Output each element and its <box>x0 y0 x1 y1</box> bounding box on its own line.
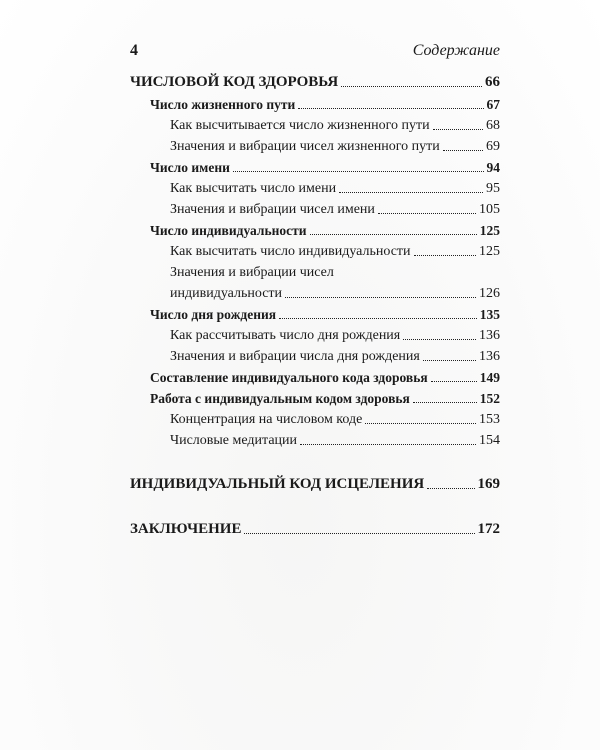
dot-leader <box>310 234 477 235</box>
toc-entry-subsection <box>130 241 500 262</box>
toc-entry-page: 135 <box>479 307 500 322</box>
toc-entry-page: 172 <box>477 521 500 537</box>
toc-entry-chapter <box>130 517 500 541</box>
toc-entry-subsection <box>130 409 500 430</box>
toc-entry-section <box>130 94 500 115</box>
toc-entry-page: 67 <box>486 97 500 112</box>
toc-entry-page: 125 <box>479 223 500 238</box>
toc-entry-page: 149 <box>479 370 500 385</box>
dot-leader <box>339 192 483 193</box>
dot-leader <box>403 339 476 340</box>
toc-entry-page: 94 <box>486 160 500 175</box>
toc-entry-page: 169 <box>477 476 500 492</box>
toc-entry-label-line1: Значения и вибрации чисел <box>170 265 334 280</box>
dot-leader <box>413 402 477 403</box>
toc-entry-label: Как высчитывается число жизненного пути <box>170 118 430 133</box>
dot-leader <box>341 86 482 87</box>
toc-entry-subsection <box>130 346 500 367</box>
dot-leader <box>298 108 483 109</box>
toc-entry-subsection <box>130 115 500 136</box>
toc-entry-page: 66 <box>485 74 500 90</box>
dot-leader <box>233 171 484 172</box>
toc-entry-page: 153 <box>479 412 500 427</box>
toc-entry-label: Работа с индивидуальным кодом здоровья <box>150 391 410 406</box>
toc-entry-label: Число дня рождения <box>150 307 277 322</box>
dot-leader <box>279 318 477 319</box>
spacer <box>130 496 500 517</box>
dot-leader <box>427 488 474 489</box>
toc-entry-label: Значения и вибрации чисел имени <box>170 202 375 217</box>
toc-entry-page: 125 <box>479 244 500 259</box>
toc-entry-label: Значения и вибрации числа дня рождения <box>170 349 420 364</box>
toc-entry-section <box>130 220 500 241</box>
toc-entry-page: 154 <box>479 433 500 448</box>
dot-leader <box>431 381 477 382</box>
toc-entry-subsection <box>130 325 500 346</box>
dot-leader <box>414 255 476 256</box>
toc-entry-label: Концентрация на числовом коде <box>170 412 363 427</box>
toc-entry-subsection <box>130 199 500 220</box>
toc-entry-label: Число жизненного пути <box>150 97 296 112</box>
toc-entry-subsection <box>130 283 500 304</box>
toc-entry-label: ЗАКЛЮЧЕНИЕ <box>130 521 242 537</box>
running-title: Содержание <box>412 42 500 59</box>
dot-leader <box>365 423 476 424</box>
dot-leader <box>244 533 474 534</box>
dot-leader <box>378 213 476 214</box>
toc-entry-page: 95 <box>486 181 500 196</box>
dot-leader <box>423 360 476 361</box>
toc-entry-subsection <box>130 178 500 199</box>
toc-entry-label: Число индивидуальности <box>150 223 307 238</box>
toc-entry-label-line2: индивидуальности <box>170 286 283 301</box>
toc-entry-label: ЧИСЛОВОЙ КОД ЗДОРОВЬЯ <box>130 74 339 90</box>
toc-entry-label: Число имени <box>150 160 230 175</box>
toc-entry-chapter <box>130 472 500 496</box>
toc-entry-subsection <box>130 430 500 451</box>
dot-leader <box>443 150 483 151</box>
toc-entry-section <box>130 304 500 325</box>
toc-entry-page: 126 <box>479 286 500 301</box>
dot-leader <box>300 444 476 445</box>
toc-entry-label: Числовые медитации <box>170 433 298 448</box>
toc-entry-page: 136 <box>479 349 500 364</box>
toc-entry-subsection <box>130 136 500 157</box>
toc-entry-label: Составление индивидуального кода здоровья <box>150 370 428 385</box>
toc-entry-page: 105 <box>479 202 500 217</box>
toc-entry-page: 69 <box>486 139 500 154</box>
toc-entry-section <box>130 367 500 388</box>
toc-entry-chapter <box>130 70 500 94</box>
table-of-contents <box>130 70 500 541</box>
toc-entry-label: ИНДИВИДУАЛЬНЫЙ КОД ИСЦЕЛЕНИЯ <box>130 476 425 492</box>
toc-entry-label: Как высчитать число имени <box>170 181 337 196</box>
dot-leader <box>433 129 483 130</box>
toc-entry-label: Значения и вибрации чисел жизненного пути <box>170 139 440 154</box>
toc-entry-page: 136 <box>479 328 500 343</box>
toc-entry-section <box>130 388 500 409</box>
toc-entry-page: 152 <box>479 391 500 406</box>
toc-entry-page: 68 <box>486 118 500 133</box>
spacer <box>130 451 500 472</box>
toc-entry-section <box>130 157 500 178</box>
dot-leader <box>285 297 476 298</box>
toc-entry-label: Как высчитать число индивидуальности <box>170 244 411 259</box>
toc-entry-label: Как рассчитывать число дня рождения <box>170 328 401 343</box>
page-number: 4 <box>130 42 138 59</box>
